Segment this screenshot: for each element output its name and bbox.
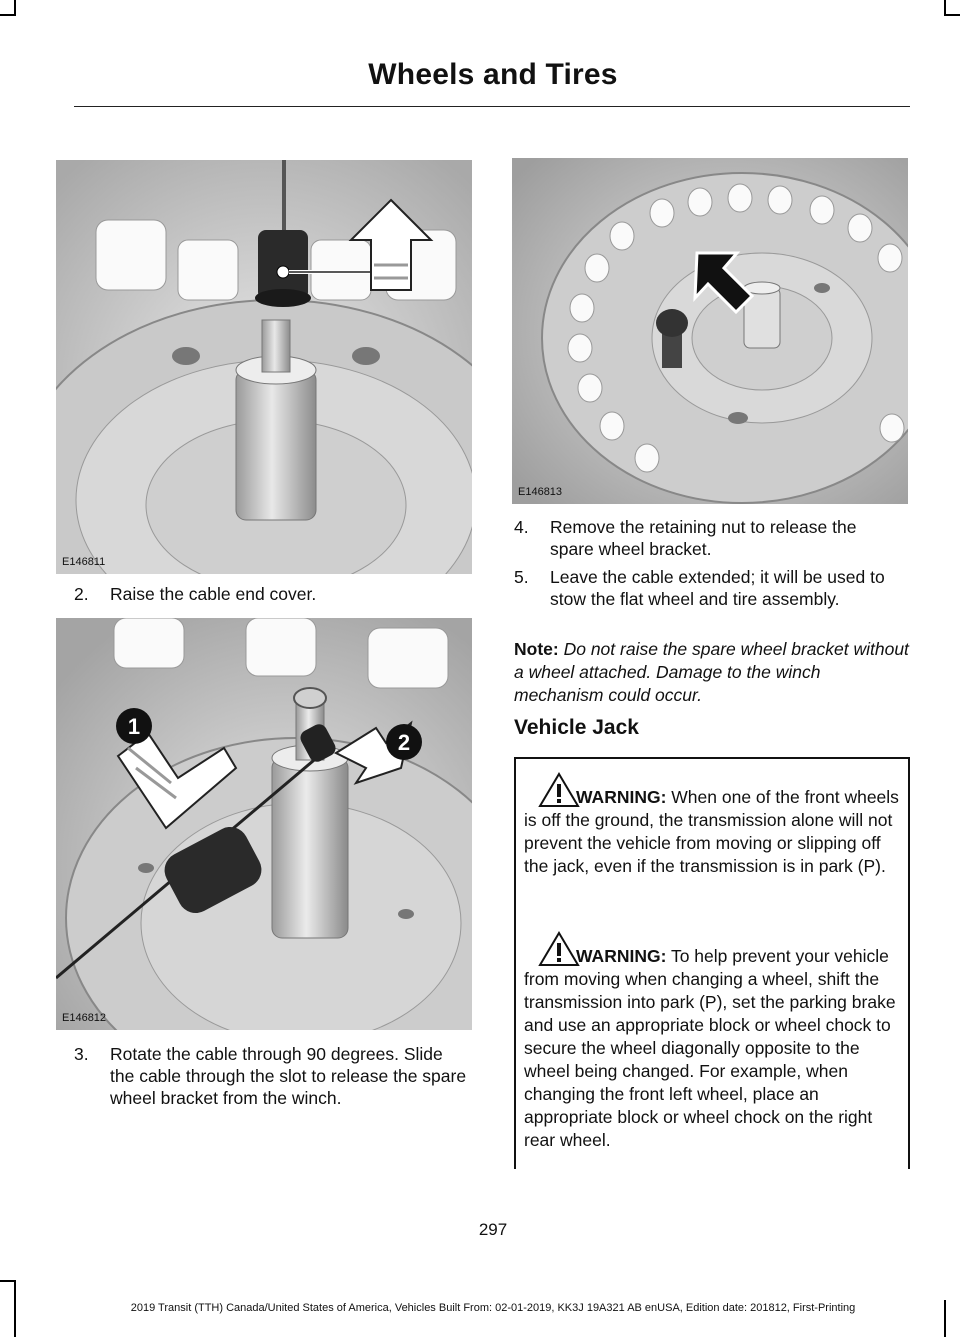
- warning-2: [524, 945, 904, 1152]
- warning-text: To help prevent your vehicle from moving when changing a wheel, shift the transmission into park (P), set the parking brake and use an appropriate block or wheel chock to secure the wheel diagonally opposite to the wheel being changed. For example, when changing the front left wheel, place an appropriate block or wheel chock on the right rear wheel.: [524, 946, 896, 1150]
- section-heading: Vehicle Jack: [514, 716, 639, 739]
- figure-rotate-cable: [56, 618, 472, 1030]
- warning-text: When one of the front wheels is off the ground, the transmission alone will not prevent the vehicle from moving or slipping off the jack, even if the transmission is in park (P).: [524, 787, 899, 876]
- warning-label: WARNING:: [576, 946, 667, 966]
- warning-triangle-icon: [538, 772, 580, 808]
- note-text: Do not raise the spare wheel bracket without a wheel attached. Damage to the winch mechanism could occur.: [514, 639, 909, 705]
- note-label: Note:: [514, 639, 559, 659]
- spare-wheel-illustration-1: [56, 160, 472, 574]
- footer: 2019 Transit (TTH) Canada/United States of America, Vehicles Built From: 02-01-2019, KK3J 19A321 AB enUSA, Edition date: 201812, First-Printing: [130, 1302, 856, 1314]
- callout-1: 1: [127, 714, 141, 739]
- figure-code: E146813: [518, 486, 563, 498]
- step-number: 4.: [514, 517, 529, 537]
- figure-code: E146812: [62, 1012, 107, 1024]
- step-number: 5.: [514, 567, 529, 587]
- figure-retaining-nut: [512, 158, 908, 504]
- page-number: 297: [478, 1220, 508, 1239]
- page-title: Wheels and Tires: [368, 58, 618, 91]
- header-rule: [74, 106, 910, 107]
- step-number: 2.: [74, 584, 89, 604]
- figure-code: E146811: [62, 556, 106, 568]
- step-text: Raise the cable end cover.: [110, 584, 317, 604]
- crop-mark-top-left-h: [0, 14, 16, 16]
- figure-cable-end-cover: [56, 160, 472, 574]
- step-number: 3.: [74, 1044, 89, 1064]
- callout-2: 2: [397, 730, 411, 755]
- warning-label: WARNING:: [576, 787, 667, 807]
- step-text: Leave the cable extended; it will be used to stow the flat wheel and tire assembly.: [550, 567, 885, 609]
- crop-mark-top-right-h: [944, 14, 960, 16]
- step-text: Rotate the cable through 90 degrees. Slide the cable through the slot to release the spare wheel bracket from the winch.: [110, 1044, 467, 1108]
- spare-wheel-illustration-3: [512, 158, 908, 504]
- warning-1: [524, 786, 904, 878]
- note: [514, 638, 910, 707]
- warning-triangle-icon: [538, 931, 580, 967]
- spare-wheel-illustration-2: [56, 618, 472, 1030]
- warning-box: [514, 757, 910, 1169]
- step-text: Remove the retaining nut to release the spare wheel bracket.: [550, 517, 857, 559]
- crop-mark-bottom-left-h: [0, 1280, 16, 1282]
